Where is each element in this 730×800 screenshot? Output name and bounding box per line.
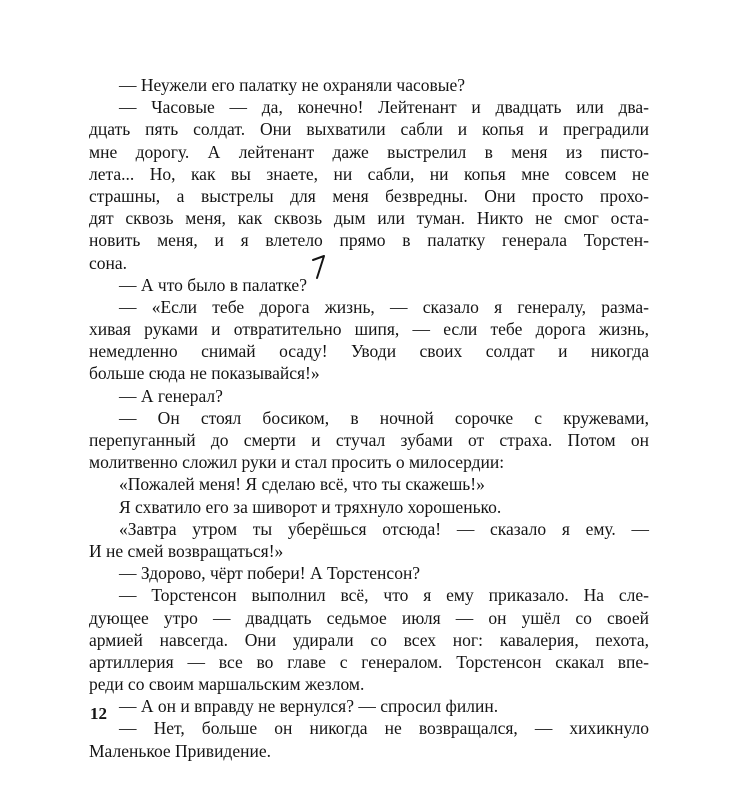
- text-line: дят сквозь меня, как сквозь дым или туман. Никто не смог оста-: [89, 208, 649, 229]
- text-line: немедленно снимай осаду! Уводи своих солдат и никогда: [89, 341, 649, 362]
- text-line: лета... Но, как вы знаете, ни сабли, ни копья мне совсем не: [89, 163, 649, 184]
- text-line: армией навсегда. Они удирали со всех ног: кавалерия, пехота,: [89, 629, 649, 650]
- text-line: — А генерал?: [119, 385, 223, 406]
- text-line: — Часовые — да, конечно! Лейтенант и двадцать или два-: [119, 97, 649, 118]
- text-line: страшны, а выстрелы для меня безвредны. Они просто прохо-: [89, 185, 649, 206]
- text-line: хивая руками и отвратительно шипя, — если тебе дорога жизнь,: [89, 319, 649, 340]
- text-line: — А что было в палатке?: [119, 274, 307, 295]
- text-line: — Торстенсон выполнил всё, что я ему приказало. На сле-: [119, 585, 649, 606]
- text-line: реди со своим маршальским жезлом.: [89, 674, 365, 695]
- text-line: — А он и вправду не вернулся? — спросил филин.: [119, 696, 499, 717]
- page-number: 12: [90, 704, 107, 723]
- text-line: — Здорово, чёрт побери! А Торстенсон?: [119, 563, 421, 584]
- text-line: — «Если тебе дорога жизнь, — сказало я генералу, разма-: [119, 296, 649, 317]
- text-line: новить меня, и я влетело прямо в палатку генерала Торстен-: [89, 230, 649, 251]
- text-line: больше сюда не показывайся!»: [89, 363, 320, 384]
- text-line: мне дорогу. А лейтенант даже выстрелил в меня из писто-: [89, 141, 649, 162]
- text-line: сона.: [89, 252, 128, 273]
- body-text: [89, 74, 649, 762]
- text-line: артиллерия — все во главе с генералом. Торстенсон скакал впе-: [89, 651, 649, 672]
- text-line: Я схватило его за шиворот и тряхнуло хорошенько.: [119, 496, 502, 517]
- text-line: молитвенно сложил руки и стал просить о милосердии:: [89, 452, 505, 473]
- text-line: «Завтра утром ты уберёшься отсюда! — сказало я ему. —: [119, 518, 649, 539]
- text-line: дующее утро — двадцать седьмое июля — он ушёл со своей: [89, 607, 649, 628]
- text-line: — Нет, больше он никогда не возвращался, — хихикнуло: [119, 718, 649, 739]
- text-line: перепуганный до смерти и стучал зубами от страха. Потом он: [89, 430, 649, 450]
- text-line: Маленькое Привидение.: [89, 740, 271, 761]
- text-line: дцать пять солдат. Они выхватили сабли и копья и преградили: [89, 119, 649, 140]
- pen-mark-icon: [310, 254, 334, 280]
- text-line: — Неужели его палатку не охраняли часовые?: [119, 75, 466, 95]
- text-line: И не смей возвращаться!»: [89, 540, 284, 561]
- text-line: «Пожалей меня! Я сделаю всё, что ты скажешь!»: [119, 474, 485, 495]
- text-line: — Он стоял босиком, в ночной сорочке с кружевами,: [119, 407, 649, 428]
